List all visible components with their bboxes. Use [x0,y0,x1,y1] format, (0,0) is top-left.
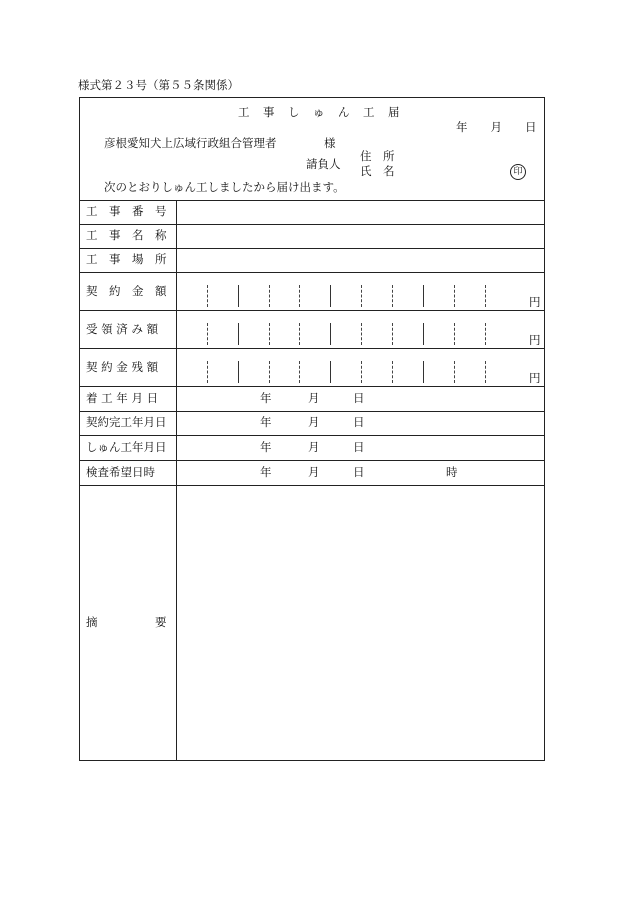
label-received-amount: 受 領 済 み 額 [86,322,159,336]
digit-separator [423,323,424,345]
notification-form [79,97,545,761]
label-work-name: 工 事 名 称 [86,228,167,242]
inspection-day: 日 [353,465,365,479]
label-work-number: 工 事 番 号 [86,204,167,218]
divider [80,224,544,225]
digit-separator [361,361,362,383]
form-reference: 様式第２３号（第５５条関係） [78,78,239,92]
digit-separator [485,285,486,307]
divider [80,386,544,387]
label-completion-date: しゅん工年月日 [86,440,167,454]
label-work-place: 工 事 場 所 [86,252,167,266]
digit-separator [269,323,270,345]
inspection-hour: 時 [446,465,458,479]
divider [80,460,544,461]
addressee-honorific: 様 [324,136,336,150]
addressee: 彦根愛知犬上広域行政組合管理者 [104,136,277,150]
digit-separator [485,361,486,383]
label-column-divider [176,200,177,761]
completion-month: 月 [308,440,320,454]
seal-mark: 印 [510,164,526,180]
digit-separator [361,323,362,345]
start-year: 年 [260,391,272,405]
divider [80,435,544,436]
digit-separator [330,323,331,345]
digit-separator [330,361,331,383]
digit-separator [299,323,300,345]
digit-separator [207,323,208,345]
contract-completion-month: 月 [308,415,320,429]
digit-separator [454,361,455,383]
digit-separator [361,285,362,307]
contract-completion-year: 年 [260,415,272,429]
submission-date: 年 月 日 [456,120,537,134]
contract-completion-day: 日 [353,415,365,429]
digit-separator [485,323,486,345]
digit-separator [238,323,239,345]
digit-separator [238,361,239,383]
name-label: 氏 名 [360,164,395,178]
label-inspection-request: 検査希望日時 [86,465,155,479]
digit-separator [330,285,331,307]
digit-separator [207,285,208,307]
label-summary: 摘 要 [86,615,167,629]
divider [80,272,544,273]
inspection-month: 月 [308,465,320,479]
divider [80,310,544,311]
digit-separator [454,285,455,307]
yen-unit: 円 [529,333,541,347]
digit-separator [392,285,393,307]
digit-separator [269,361,270,383]
label-contract-amount: 契 約 金 額 [86,284,167,298]
digit-separator [207,361,208,383]
divider [80,411,544,412]
yen-unit: 円 [529,295,541,309]
digit-separator [238,285,239,307]
divider [80,248,544,249]
divider [80,348,544,349]
start-month: 月 [308,391,320,405]
digit-separator [423,361,424,383]
address-label: 住 所 [360,149,395,163]
divider [80,485,544,486]
inspection-year: 年 [260,465,272,479]
digit-separator [299,285,300,307]
start-day: 日 [353,391,365,405]
label-start-date: 着 工 年 月 日 [86,391,159,405]
form-title: 工 事 し ゅ ん 工 届 [238,105,401,119]
digit-separator [392,361,393,383]
divider [80,200,544,201]
statement: 次のとおりしゅん工しましたから届け出ます。 [104,180,345,194]
completion-year: 年 [260,440,272,454]
digit-separator [423,285,424,307]
contractor-label: 請負人 [306,157,341,171]
label-contract-completion: 契約完工年月日 [86,415,167,429]
yen-unit: 円 [529,371,541,385]
label-remaining-amount: 契 約 金 残 額 [86,360,159,374]
digit-separator [392,323,393,345]
completion-day: 日 [353,440,365,454]
digit-separator [454,323,455,345]
digit-separator [299,361,300,383]
digit-separator [269,285,270,307]
